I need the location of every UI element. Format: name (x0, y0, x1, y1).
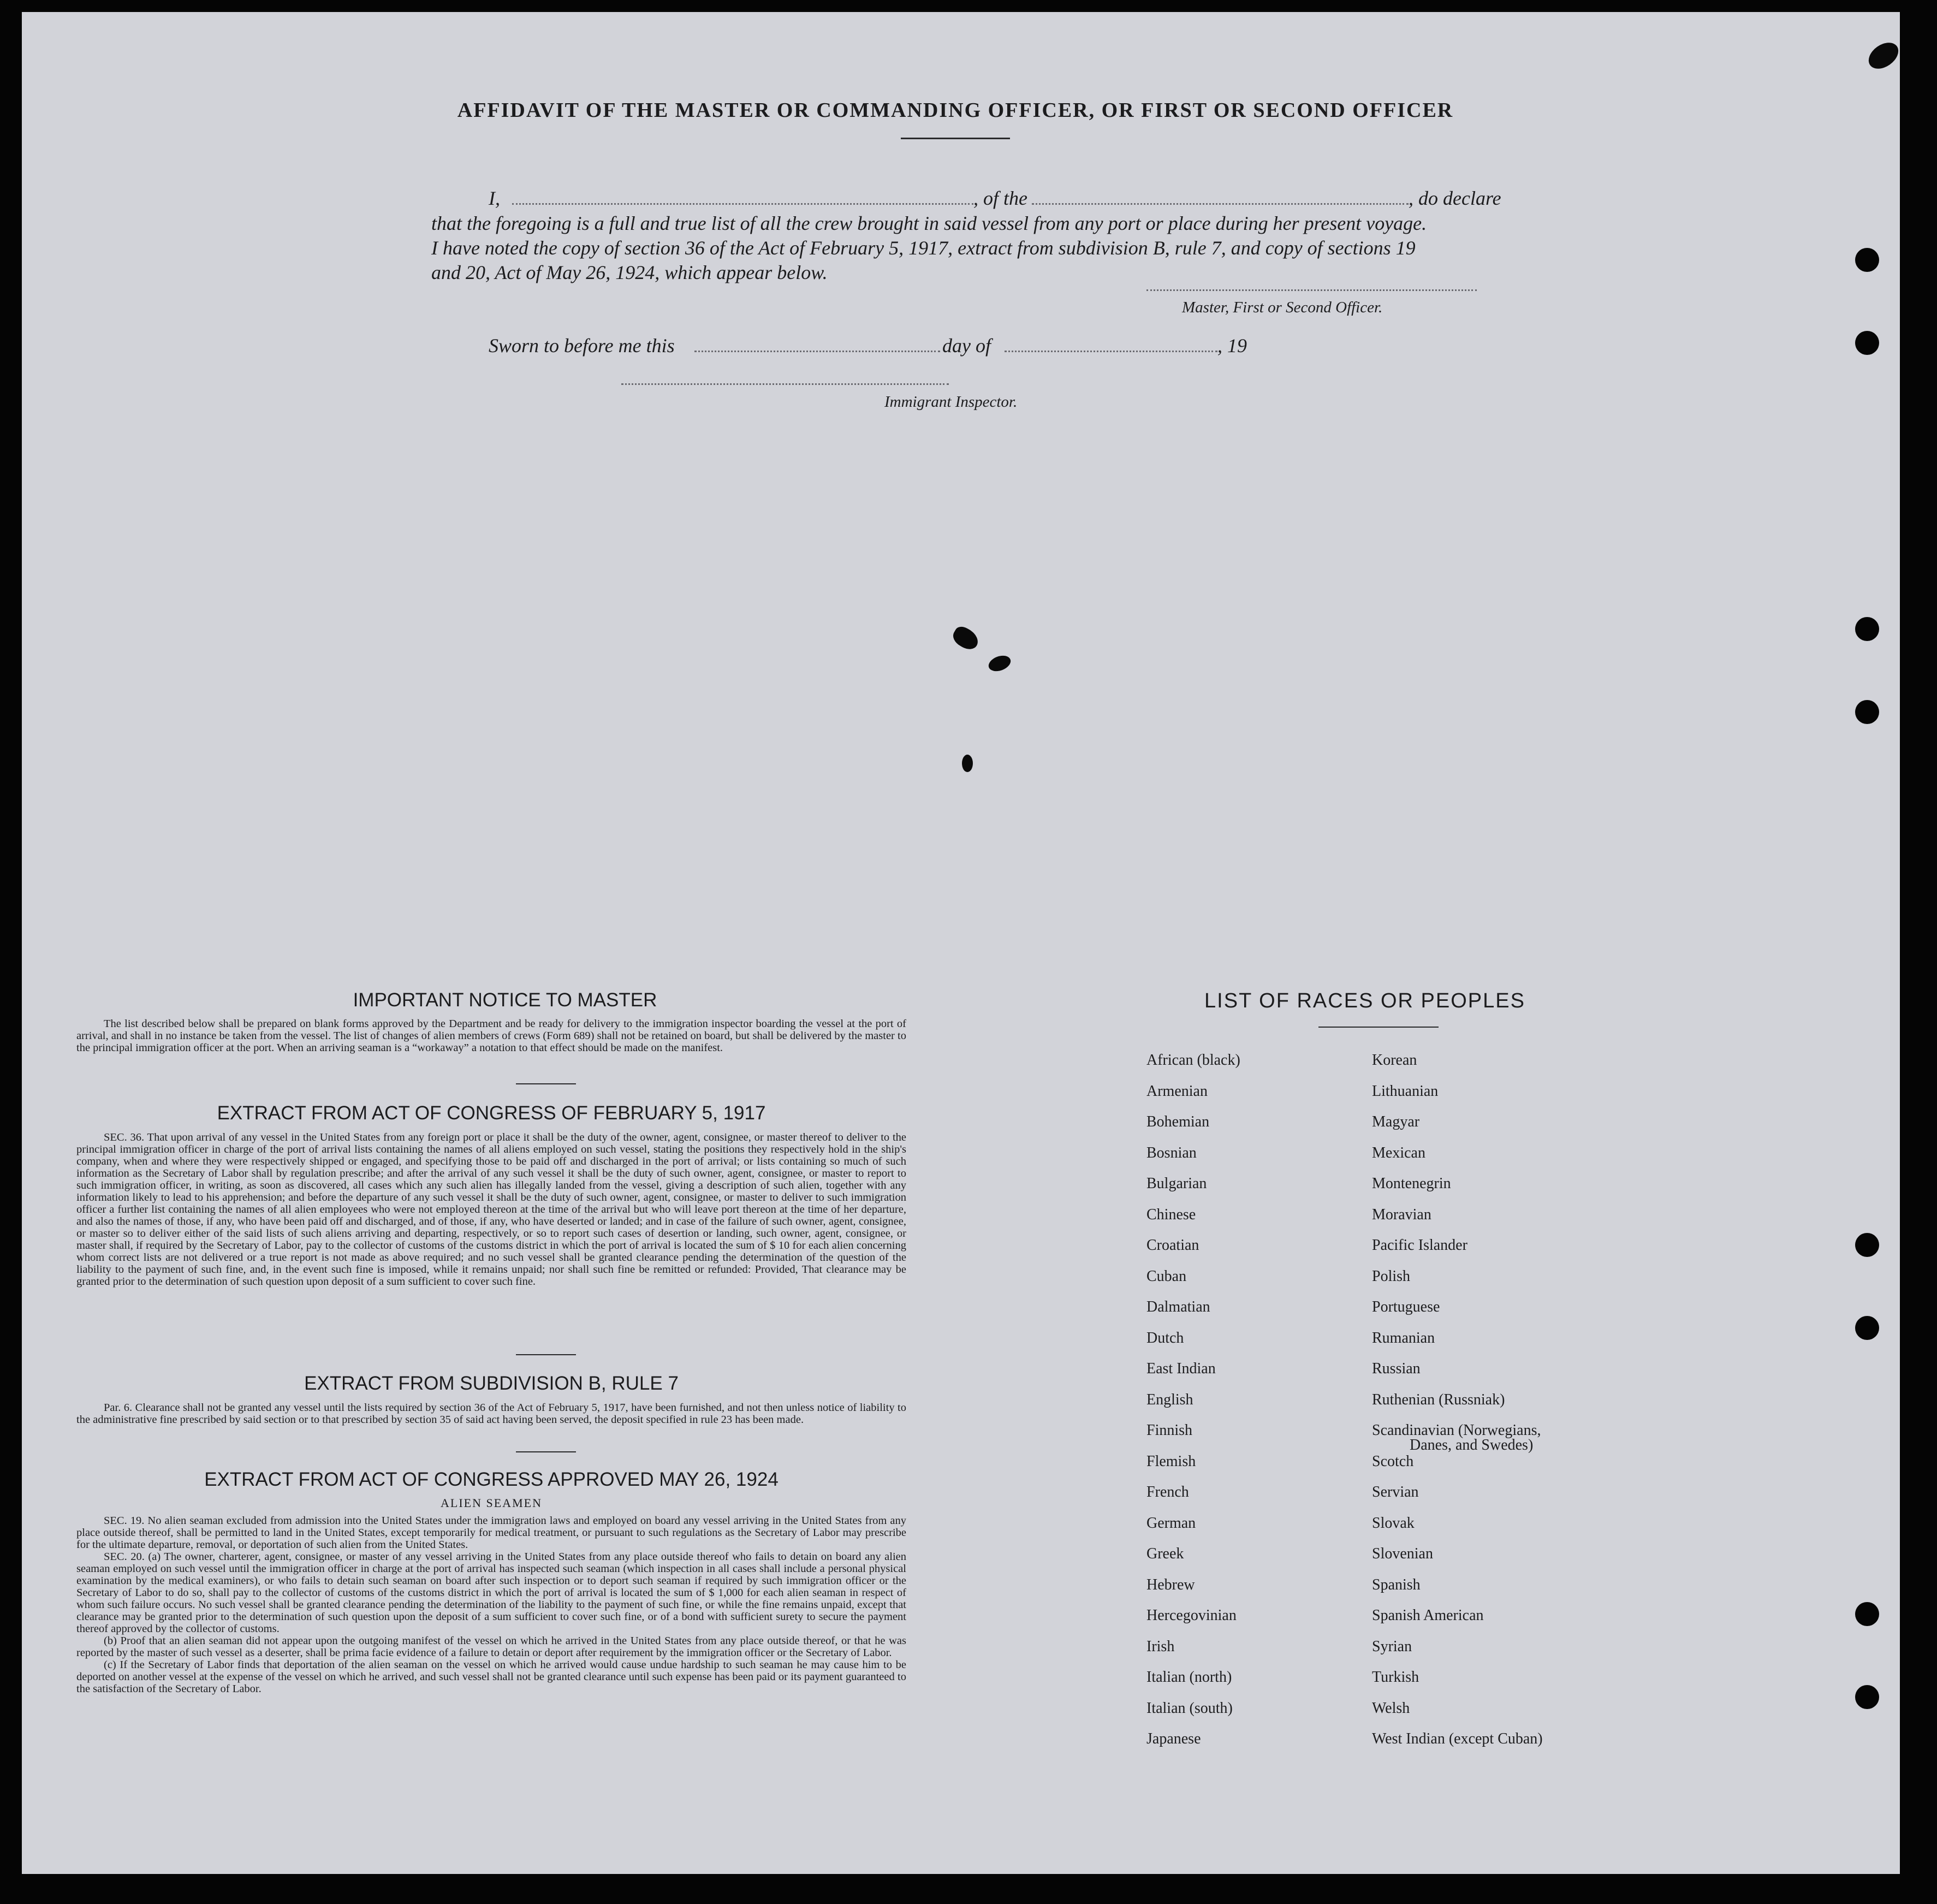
race-item: Magyar (1372, 1113, 1420, 1130)
race-item: East Indian (1146, 1360, 1216, 1377)
affidavit-title: AFFIDAVIT OF THE MASTER OR COMMANDING OFFICER, OR FIRST OR SECOND OFFICER (457, 99, 1454, 122)
race-item: Slovenian (1372, 1545, 1433, 1562)
race-item: German (1146, 1514, 1196, 1532)
race-item: Hebrew (1146, 1576, 1195, 1593)
extract-rule7-title: EXTRACT FROM SUBDIVISION B, RULE 7 (304, 1373, 679, 1394)
race-item: Ruthenian (Russniak) (1372, 1391, 1505, 1408)
race-item: Croatian (1146, 1237, 1199, 1254)
race-item: Scotch (1372, 1452, 1414, 1470)
affidavit-line-4: and 20, Act of May 26, 1924, which appear below. (431, 262, 828, 283)
document-page (22, 12, 1900, 1874)
binder-hole (1855, 331, 1879, 355)
race-item: Spanish (1372, 1576, 1421, 1593)
vessel-blank[interactable] (1032, 203, 1409, 205)
race-item: Slovak (1372, 1514, 1415, 1532)
race-item: Greek (1146, 1545, 1184, 1562)
race-item: Welsh (1372, 1699, 1410, 1717)
notice-title: IMPORTANT NOTICE TO MASTER (353, 989, 657, 1011)
sec-20b: (b) Proof that an alien seaman did not appear upon the outgoing manifest of the vessel on which he arrived in the United States from any place outside thereof, or that he was reported by the master of such vessel as a deserter, shall be prima facie evidence of a failure to detain or deport after requirement by the immigration officer or the Secretary of Labor. (76, 1635, 906, 1659)
sworn-day-blank[interactable] (694, 351, 940, 352)
race-item: African (black) (1146, 1052, 1240, 1069)
affidavit-declare: , do declare (1409, 187, 1501, 209)
race-item: English (1146, 1391, 1193, 1408)
inspector-caption: Immigrant Inspector. (884, 393, 1018, 411)
race-item: Finnish (1146, 1422, 1193, 1439)
section-rule (516, 1354, 576, 1355)
race-item: Montenegrin (1372, 1175, 1451, 1192)
race-item: Syrian (1372, 1638, 1412, 1655)
race-item: Portuguese (1372, 1298, 1440, 1315)
name-blank[interactable] (512, 203, 973, 205)
race-item: Japanese (1146, 1730, 1201, 1747)
alien-seamen-caption: ALIEN SEAMEN (441, 1496, 542, 1510)
ink-blot (987, 653, 1013, 674)
master-caption: Master, First or Second Officer. (1182, 299, 1383, 316)
race-item: Hercegovinian (1146, 1607, 1237, 1624)
race-item: Cuban (1146, 1267, 1187, 1285)
race-item: Servian (1372, 1484, 1419, 1500)
binder-hole (1855, 1602, 1879, 1626)
race-item: Polish (1372, 1267, 1411, 1285)
affidavit-i: I, (489, 187, 500, 209)
race-item: Lithuanian (1372, 1082, 1439, 1100)
race-scandinavian-continued: Danes, and Swedes) (1410, 1437, 1534, 1454)
race-item: Dutch (1146, 1329, 1184, 1347)
extract-1917-title: EXTRACT FROM ACT OF CONGRESS OF FEBRUARY 5, 1917 (217, 1102, 766, 1124)
race-item: West Indian (except Cuban) (1372, 1730, 1543, 1747)
binder-hole (1855, 1685, 1879, 1709)
race-item: Scandinavian (Norwegians, (1372, 1422, 1541, 1439)
sworn-month-blank[interactable] (1005, 351, 1217, 352)
race-item: Rumanian (1372, 1329, 1435, 1347)
race-item: Bohemian (1146, 1113, 1210, 1130)
race-item: Irish (1146, 1638, 1175, 1655)
race-item: Russian (1372, 1360, 1421, 1377)
day-of-text: day of (942, 335, 991, 357)
extract-rule7-body: Par. 6. Clearance shall not be granted any vessel until the lists required by section 36 of the Act of February 5, 1917, have been furnished, and not then unless notice of liability to the administrative fine prescribed by said section or to that prescribed by section 35 of said act having been served, the deposit specified in rule 23 has been made. (76, 1402, 906, 1426)
race-item: Pacific Islander (1372, 1237, 1467, 1254)
race-item: Chinese (1146, 1206, 1196, 1223)
race-item: Bosnian (1146, 1144, 1197, 1161)
race-item: Italian (south) (1146, 1699, 1233, 1717)
affidavit-line-3: I have noted the copy of section 36 of the Act of February 5, 1917, extract from subdivision B, rule 7, and copy of sections 19 (431, 237, 1416, 259)
race-item: Flemish (1146, 1452, 1196, 1470)
extract-1917-body: SEC. 36. That upon arrival of any vessel in the United States from any foreign port or place it shall be the duty of the owner, agent, consignee, or master thereof to deliver to the principal immigration officer in charge of the port of arrival lists containing the names of all aliens employed on such vessel, stating the positions they respectively hold in the ship's company, when and where they were respectively shipped or engaged, and specifying those to be paid off and discharged in the port of arrival; or lists containing so much of such information as the Secretary of Labor shall by regulation prescribe; and after the arrival of any such vessel it shall be the duty of such owner, agent, consignee, or master to report to such immigration officer, in writing, as soon as discovered, all cases which any such alien has illegally landed from the vessel, giving a description of such alien, together with any information likely to lead to his apprehension; and before the departure of any such vessel it shall be the duty of such owner, agent, consignee, or master to deliver to such immigration officer a further list containing the names of all alien employees who were not employed thereon at the time of the arrival but who will leave port thereon at the time of her departure, and also the names of those, if any, who have been paid off and discharged, and of those, if any, who have deserted or landed; and in case of the failure of such owner, agent, consignee, or master so to deliver either of the said lists of such aliens arriving and departing, respectively, or so to report such cases of desertion or landing, such owner, agent, consignee, or master shall, if required by the Secretary of Labor, pay to the collector of customs of the customs district in which the port of arrival is located the sum of $ 10 for each alien concerning whom correct lists are not delivered or a true report is not made as above required; and no such vessel shall be granted clearance pending the determination of the question of the liability to the payment of such fine, and, in the event such fine is imposed, while it remains unpaid; nor shall such fine be remitted or refunded: Provided, That clearance may be granted prior to the determination of such question upon deposit of a sum sufficient to cover such fine. (76, 1131, 906, 1288)
year-prefix: , 19 (1217, 335, 1247, 357)
ink-blot (950, 624, 982, 653)
binder-hole (1855, 248, 1879, 272)
race-item: Moravian (1372, 1206, 1431, 1223)
sec-19: SEC. 19. No alien seaman excluded from admission into the United States under the immigration laws and employed on board any vessel arriving in the United States from any place outside thereof, shall be permitted to land in the United States, except temporarily for medical treatment, or pursuant to such regulations as the Secretary of Labor may prescribe for the ultimate departure, removal, or deportation of such alien from the United States. (76, 1515, 906, 1551)
section-rule (516, 1083, 576, 1084)
race-item: Dalmatian (1146, 1298, 1210, 1315)
race-item: French (1146, 1484, 1189, 1500)
corner-blot (1864, 37, 1903, 74)
ink-blot (962, 755, 973, 772)
master-signature-blank[interactable] (1146, 289, 1477, 291)
sworn-text: Sworn to before me this (489, 335, 675, 357)
affidavit-line-2: that the foregoing is a full and true list of all the crew brought in said vessel from any port or place during her present voyage. (431, 212, 1427, 234)
binder-hole (1855, 617, 1879, 641)
notice-body: The list described below shall be prepared on blank forms approved by the Department and be ready for delivery to the immigration inspector boarding the vessel at the port of arrival, and shall in no instance be taken from the vessel. The list of changes of alien members of crews (Form 689) shall not be retained on board, but shall be delivered by the master to the principal immigration officer at the port. When an arriving seaman is a “workaway” a notation to that effect should be made on the manifest. (76, 1018, 906, 1054)
binder-hole (1855, 1233, 1879, 1257)
race-item: Italian (north) (1146, 1669, 1232, 1686)
sec-20a: SEC. 20. (a) The owner, charterer, agent, consignee, or master of any vessel arriving in the United States from any place outside thereof who fails to detain on board any alien seaman employed on such vessel until the immigration officer in charge at the port of arrival has inspected such seaman (which inspection in all cases shall include a personal physical examination by the medical examiners), or who fails to detain such seaman on board after such inspection or to deport such seaman if required by such immigration officer or the Secretary of Labor to do so, shall pay to the collector of customs of the customs district in which the port of arrival is located the sum of $ 1,000 for each alien seaman in respect of whom such failure occurs. No such vessel shall be granted clearance pending the determination of the liability to the payment of such fine, or while the fine remains unpaid, except that clearance may be granted prior to the determination of such question upon the deposit of a sum sufficient to cover such fine, or of a bond with sufficient surety to secure the payment thereof approved by the collector of customs. (76, 1551, 906, 1635)
section-rule (516, 1451, 576, 1452)
race-item: Armenian (1146, 1082, 1208, 1100)
race-item: Turkish (1372, 1669, 1419, 1686)
inspector-signature-blank[interactable] (621, 383, 949, 385)
races-rule (1318, 1027, 1439, 1028)
binder-hole (1855, 700, 1879, 724)
race-item: Spanish American (1372, 1607, 1484, 1624)
extract-1924-title: EXTRACT FROM ACT OF CONGRESS APPROVED MAY 26, 1924 (204, 1469, 779, 1490)
race-item: Korean (1372, 1052, 1417, 1069)
race-item: Bulgarian (1146, 1175, 1207, 1192)
race-item: Mexican (1372, 1144, 1425, 1161)
extract-1924-body (76, 1515, 906, 1695)
title-rule (901, 138, 1010, 139)
binder-hole (1855, 1316, 1879, 1340)
races-title: LIST OF RACES OR PEOPLES (1204, 989, 1525, 1012)
affidavit-of-the: , of the (973, 187, 1027, 209)
sec-20c: (c) If the Secretary of Labor finds that deportation of the alien seaman on the vessel on which he arrived would cause undue hardship to such seaman he may cause him to be deported on another vessel at the expense of the vessel on which he arrived, and such vessel shall not be granted clearance until such expense has been paid or its payment guaranteed to the satisfaction of the Secretary of Labor. (76, 1659, 906, 1695)
